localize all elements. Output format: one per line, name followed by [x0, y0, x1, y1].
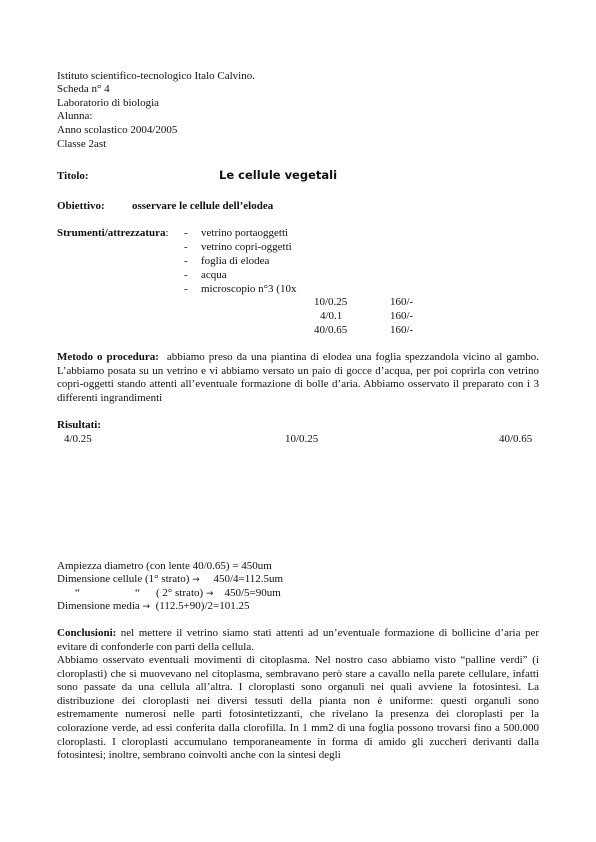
title-label: Titolo: — [57, 170, 89, 182]
tools-heading: Strumenti/attrezzatura: — [57, 227, 169, 239]
school-year: Anno scolastico 2004/2005 — [57, 124, 178, 136]
ditto-mark: “ — [75, 587, 80, 599]
tool-item: foglia di elodea — [201, 255, 270, 267]
tool-item: vetrino copri-oggetti — [201, 241, 292, 253]
cell-size-1-value: 450/4=112.5um — [213, 573, 284, 585]
cell-size-2-line — [156, 587, 281, 601]
ditto-mark: “ — [135, 587, 140, 599]
cell-size-1-label: Dimensione cellule (1° strato) — [57, 573, 190, 585]
results-label: Risultati: — [57, 419, 101, 431]
tools-bullet: - — [184, 283, 188, 295]
lens-objective: 10/0.25 — [314, 296, 348, 308]
lens-tube: 160/- — [390, 296, 414, 308]
average-size-label: Dimensione media — [57, 600, 140, 612]
objective-label: Obiettivo: — [57, 200, 105, 212]
tool-item: vetrino portaoggetti — [201, 227, 289, 239]
tool-item: microscopio n°3 (10x — [201, 283, 297, 295]
conclusions-paragraph-2: Abbiamo osservato eventuali movimenti di citoplasma. Nel nostro caso abbiamo visto “palline verdi” (i cloroplasti) che si muovevano nel citoplasma, sembravano però stare a cavallo nella parete cellulare, infatti sono passate da una cellula all’altra. I cloroplasti sono organuli nei quali avviene la fotosintesi. La distribuzione dei cloroplasti nei diversi tessuti della pianta non è uniforme: questi organuli sono estremamente numerosi nelle parti fotosintetizzanti, che rivelano la presenza dei cloroplasti per la colorazione verde, ad essi conferita dalla clorofilla. In 1 mm2 di una foglia possono trovarsi fino a 500.000 cloroplasti. I cloroplasti accumulano temporaneamente in forma di amido gli zuccheri derivanti dalla fotosintesi; inoltre, sembrano coinvolti anche con la sintesi degli — [57, 654, 539, 762]
method-paragraph — [57, 351, 539, 405]
tools-bullet: - — [184, 241, 188, 253]
average-size-value: (112.5+90)/2=101.25 — [155, 600, 250, 612]
sheet-number: Scheda n° 4 — [57, 83, 110, 95]
conclusions-paragraph-1 — [57, 627, 539, 654]
magnification-label: 10/0.25 — [285, 433, 319, 445]
tool-item: acqua — [201, 269, 227, 281]
arrow-icon: → — [205, 589, 214, 599]
lens-objective: 40/0.65 — [314, 324, 348, 336]
objective-value: osservare le cellule dell’elodea — [132, 200, 274, 212]
tools-bullet: - — [184, 227, 188, 239]
lab-name: Laboratorio di biologia — [57, 97, 160, 109]
method-text: abbiamo preso da una piantina di elodea una foglia spezzandola vicino al gambo. L’abbiamo posata su un vetrino e vi abbiamo versato un paio di gocce d’acqua, per poi coprirla con vetrino copri-oggetti stando attenti all’eventuale formazione di bolle d’aria. Abbiamo osservato il preparato con i 3 differenti ingrandimenti — [57, 351, 540, 404]
tools-bullet: - — [184, 269, 188, 281]
cell-size-2-value: 450/5=90um — [224, 587, 281, 599]
arrow-icon: → — [192, 575, 200, 585]
lens-tube: 160/- — [390, 310, 414, 322]
average-size-line — [57, 600, 249, 614]
tools-bullet: - — [184, 255, 188, 267]
cell-size-1-line — [57, 573, 283, 587]
diameter-line: Ampiezza diametro (con lente 40/0.65) = 450um — [57, 560, 272, 572]
conclusions-text-1: nel mettere il vetrino siamo stati attenti ad un’eventuale formazione di bollicine d’aria per evitare di confonderle con parti della cellula. — [57, 627, 540, 653]
class-name: Classe 2ast — [57, 138, 107, 150]
method-label: Metodo o procedura: — [57, 351, 159, 363]
lens-tube: 160/- — [390, 324, 414, 336]
title-value: Le cellule vegetali — [219, 168, 338, 182]
cell-size-2-label: ( 2° strato) — [156, 587, 204, 599]
student-label: Alunna: — [57, 110, 93, 122]
conclusions-label: Conclusioni: — [57, 627, 117, 639]
magnification-label: 4/0.25 — [64, 433, 92, 445]
magnification-label: 40/0.65 — [499, 433, 533, 445]
arrow-icon: → — [142, 602, 151, 612]
tools-label: Strumenti/attrezzatura — [57, 227, 166, 239]
lens-objective: 4/0.1 — [320, 310, 343, 322]
institute-name: Istituto scientifico-tecnologico Italo Calvino. — [57, 70, 255, 82]
